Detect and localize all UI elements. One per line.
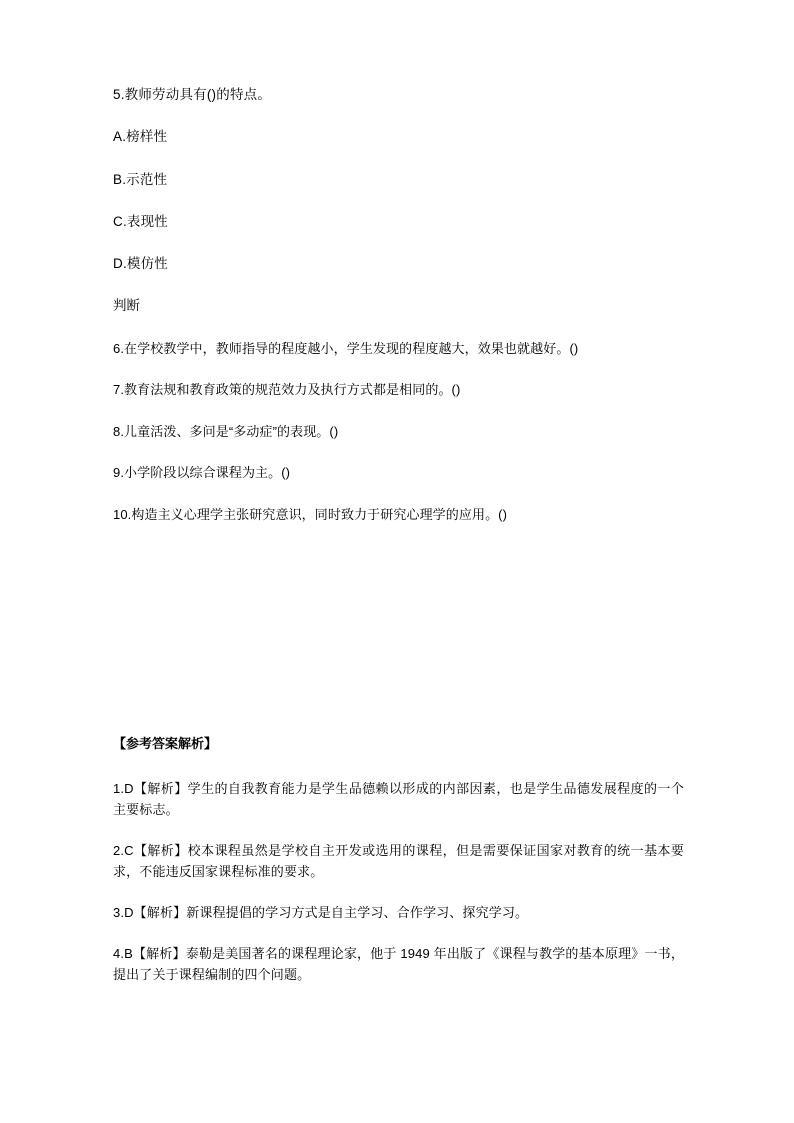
true-false-item-9: 9.小学阶段以综合课程为主。() [113,465,291,480]
answers-section-title: 【参考答案解析】 [113,736,218,751]
question-5-option-a: A.榜样性 [113,129,168,145]
question-5-option-b: B.示范性 [113,171,168,187]
true-false-item-6: 6.在学校教学中，教师指导的程度越小，学生发现的程度越大，效果也就越好。() [113,340,579,356]
question-5-option-c: C.表现性 [113,213,168,229]
true-false-item-8: 8.儿童活泼、多问是“多动症”的表现。() [113,423,339,439]
true-false-item-7: 7.教育法规和教育政策的规范效力及执行方式都是相同的。() [113,382,461,397]
section-label-true-false: 判断 [113,298,140,314]
answer-explanation-1: 1.D【解析】学生的自我教育能力是学生品德赖以形成的内部因素，也是学生品德发展程度的一个主要标志。 [113,780,684,817]
answer-explanation-3: 3.D【解析】新课程提倡的学习方式是自主学习、合作学习、探究学习。 [113,904,529,920]
answer-explanation-4: 4.B【解析】泰勒是美国著名的课程理论家，他于 1949 年出版了《课程与教学的基本原理》一书，提出了关于课程编制的四个问题。 [113,945,684,982]
question-5-stem: 5.教师劳动具有()的特点。 [113,87,272,102]
question-5-option-d: D.模仿性 [113,256,168,271]
true-false-item-10: 10.构造主义心理学主张研究意识，同时致力于研究心理学的应用。() [113,506,508,522]
page-spacer [113,546,684,734]
answer-explanation-2: 2.C【解析】校本课程虽然是学校自主开发或选用的课程，但是需要保证国家对教育的统一基本要求，不能违反国家课程标准的要求。 [113,842,684,879]
